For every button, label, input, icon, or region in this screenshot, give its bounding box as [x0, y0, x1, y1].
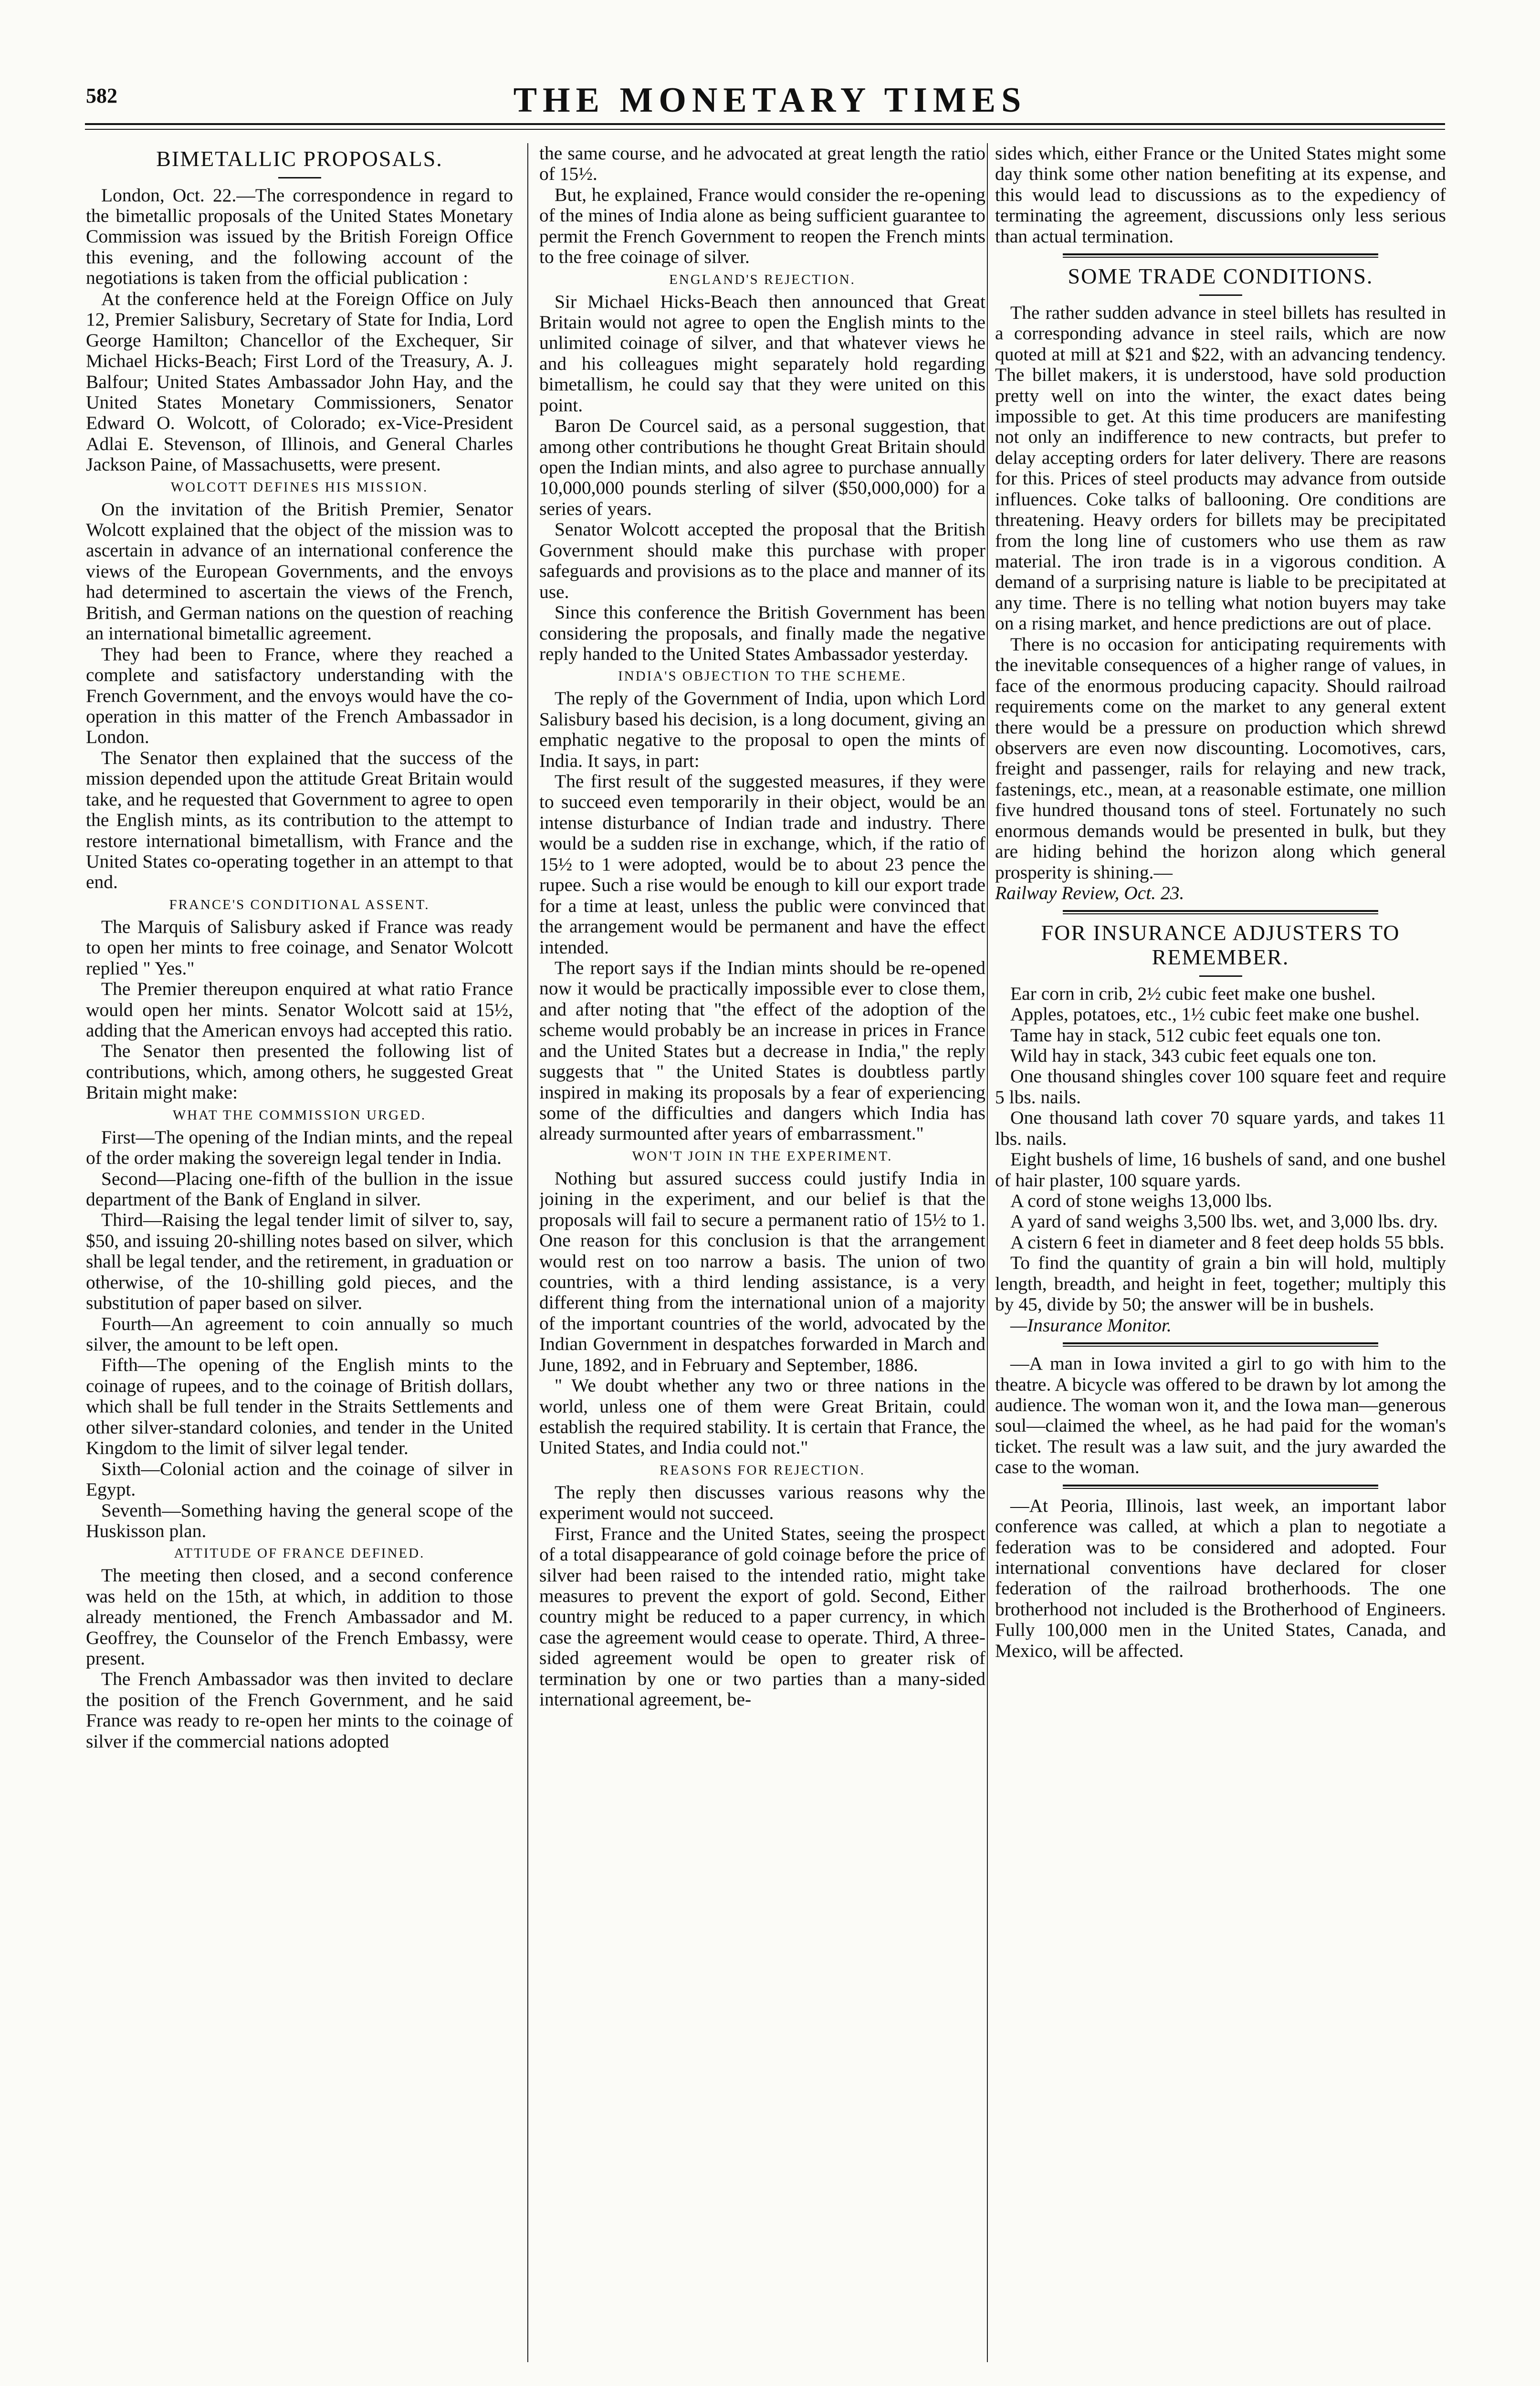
list-item: One thousand lath cover 70 square yards, and takes 11 lbs. nails.: [995, 1107, 1446, 1149]
list-item: A yard of sand weighs 3,500 lbs. wet, and 3,000 lbs. dry.: [1010, 1211, 1438, 1232]
paragraph: Since this conference the British Government has been considering the proposals, and finally made the negative reply handed to the United States Ambassador yesterday.: [539, 602, 985, 664]
paragraph: Third—Raising the legal tender limit of silver to, say, $50, and issuing 20-shilling notes based on silver, which shall be legal tender, and the retirement, in graduation or otherwise, of the 10-shilling gold pieces, and the substitution of paper based on silver.: [86, 1209, 513, 1314]
section-rule-thin: [1063, 257, 1379, 258]
paragraph: At the conference held at the Foreign Office on July 12, Premier Salisbury, Secretary of State for India, Lord George Hamilton; Chancellor of the Exchequer, Sir Michael Hicks-Beach; First Lord of the Treasury, A. J. Balfour; United States Ambassador John Hay, and the United States Monetary Commissioners, Senator Edward O. Wolcott, of Colorado; ex-Vice-President Adlai E. Stevenson, of Illinois, and General Charles Jackson Paine, of Massachusetts, were present.: [86, 288, 513, 475]
paragraph: On the invitation of the British Premier, Senator Wolcott explained that the object of the mission was to ascertain in advance of an international conference the views of the European Governments, and the envoys had determined to ascertain the views of the French, British, and German nations on the question of reaching an international bimetallic agreement.: [86, 498, 513, 644]
paragraph: The rather sudden advance in steel billets has resulted in a corresponding advance in steel rails, which are now quoted at mill at $21 and $22, with an advancing tendency. The billet makers, it is understood, have sold production pretty well on into the winter, the exact dates being impossible to get. At this time producers are manifesting not only an indifference to new contracts, but prefer to delay accepting orders for later delivery. There are reasons for this. Prices of steel products may advance from outside influences. Coke talks of ballooning. Ore conditions are threatening. Heavy orders for billets may be precipitated from the long line of customers who use them as raw material. The iron trade is in a vigorous condition. A demand of a surprising nature is liable to be precipitated at any time. There is no telling what notion buyers may take on a rising market, and hence predictions are out of place.: [995, 302, 1446, 634]
section-rule-thin: [1063, 1346, 1379, 1347]
masthead: THE MONETARY TIMES: [513, 81, 1027, 120]
section-rule-thin: [1063, 913, 1379, 914]
article-title: FOR INSURANCE ADJUSTERS TO REMEMBER.: [1041, 921, 1400, 970]
section-rule-thin: [1063, 1488, 1379, 1489]
section-rule: [1063, 253, 1379, 255]
subheading: WOLCOTT DEFINES HIS MISSION.: [170, 479, 429, 495]
paragraph: —A man in Iowa invited a girl to go with him to the theatre. A bicycle was offered to be drawn by lot among the audience. The woman won it, and the Iowa man—generous soul—claimed the wheel, as he had paid for the woman's ticket. The result was a law suit, and the jury awarded the case to the woman.: [995, 1353, 1446, 1478]
subheading: ATTITUDE OF FRANCE DEFINED.: [174, 1546, 425, 1561]
paragraph: They had been to France, where they reached a complete and satisfactory understanding with the French Government, and the envoys would have the co-operation in this matter of the French Ambassador in London.: [86, 643, 513, 748]
column-3: [995, 143, 1446, 2357]
paragraph: Senator Wolcott accepted the proposal that the British Government should make this purchase with proper safeguards and provisions as to the place and manner of its use.: [539, 519, 985, 602]
section-rule: [1063, 1342, 1379, 1344]
paragraph: First, France and the United States, seeing the prospect of a total disappearance of gold coinage before the price of silver had been raised to the intended ratio, might take measures to prevent the export of gold. Second, Either country might be reduced to a paper currency, in which case the agreement would cease to operate. Third, A three-sided agreement would be open to greater risk of termination by one or two parties than a many-sided international agreement, be-: [539, 1523, 985, 1710]
list-item: Tame hay in stack, 512 cubic feet equals one ton.: [1010, 1024, 1382, 1046]
paragraph: The Senator then presented the following list of contributions, which, among others, he suggested Great Britain might make:: [86, 1040, 513, 1103]
paragraph: The reply of the Government of India, upon which Lord Salisbury based his decision, is a long document, giving an emphatic negative to the proposal to open the mints of India. It says, in part:: [539, 688, 985, 771]
paragraph: The meeting then closed, and a second conference was held on the 15th, at which, in addition to those already mentioned, the French Ambassador and M. Geoffrey, the Counselor of the French Embassy, were present.: [86, 1565, 513, 1669]
column-divider: [527, 143, 528, 2362]
source-credit: Railway Review, Oct. 23.: [995, 882, 1184, 904]
paragraph: Sir Michael Hicks-Beach then announced that Great Britain would not agree to open the English mints to the unlimited coinage of silver, and that whatever views he and his colleagues might separately hold regarding bimetallism, he could say that they were united on this point.: [539, 291, 985, 416]
paragraph: Fifth—The opening of the English mints to the coinage of rupees, and to the coinage of British dollars, which shall be full tender in the Straits Settlements and other silver-standard colonies, and tender in the United Kingdom to the limit of silver legal tender.: [86, 1354, 513, 1459]
paragraph: Fourth—An agreement to coin annually so much silver, the amount to be left open.: [86, 1313, 513, 1355]
subheading: REASONS FOR REJECTION.: [660, 1462, 865, 1478]
list-item: Wild hay in stack, 343 cubic feet equals one ton.: [1010, 1045, 1377, 1066]
paragraph: Second—Placing one-fifth of the bullion in the issue department of the Bank of England in silver.: [86, 1168, 513, 1210]
paragraph: The Senator then explained that the success of the mission depended upon the attitude Great Britain would take, and he requested that Government to agree to open the English mints, as its contribution to the attempt to restore international bimetallism, with France and the United States co-operating together in an attempt to that end.: [86, 747, 513, 893]
subheading: ENGLAND'S REJECTION.: [669, 272, 856, 287]
article-title: BIMETALLIC PROPOSALS.: [156, 147, 443, 171]
header-rule: [85, 123, 1445, 125]
paragraph: The report says if the Indian mints should be re-opened now it would be practically impossible ever to close them, and after noting that "the effect of the adoption of the scheme would probably be an increase in prices in France and the United States but a decrease in India," the reply suggests that " the United States is doubtless partly inspired in making its proposals by a fear of experiencing some of the difficulties and dangers which India has already surmounted after years of embarrassment.": [539, 957, 985, 1144]
title-rule: [278, 177, 321, 178]
paragraph: Sixth—Colonial action and the coinage of silver in Egypt.: [86, 1458, 513, 1500]
paragraph: Baron De Courcel said, as a personal suggestion, that among other contributions he thought Great Britain should open the Indian mints, and also agree to purchase annually 10,000,000 pounds sterling of silver ($50,000,000) for a series of years.: [539, 415, 985, 519]
article-title: SOME TRADE CONDITIONS.: [1068, 264, 1373, 289]
paragraph: The Premier thereupon enquired at what ratio France would open her mints. Senator Wolcott said at 15½, adding that the American envoys had accepted this ratio.: [86, 978, 513, 1041]
paragraph: First—The opening of the Indian mints, and the repeal of the order making the sovereign legal tender in India.: [86, 1126, 513, 1169]
list-item: Eight bushels of lime, 16 bushels of sand, and one bushel of hair plaster, 100 square yards.: [995, 1149, 1446, 1191]
paragraph: sides which, either France or the United States might some day think some other nation benefiting at its expense, and this would lead to discussions as to the expediency of terminating the agreement, discussions only less serious than actual termination.: [995, 143, 1446, 247]
column-2: [539, 143, 985, 2357]
paragraph: Nothing but assured success could justify India in joining in the experiment, and our belief is that the proposals will fail to secure a permanent ratio of 15½ to 1. One reason for this conclusion is that the arrangement would rest on too narrow a basis. The union of two countries, with a third lending assistance, is a very different thing from the international union of a majority of the important countries of the world, advocated by the Indian Government in despatches forwarded in March and June, 1892, and in February and September, 1886.: [539, 1167, 985, 1375]
paragraph: The reply then discusses various reasons why the experiment would not succeed.: [539, 1481, 985, 1524]
list-item: One thousand shingles cover 100 square feet and require 5 lbs. nails.: [995, 1066, 1446, 1108]
subheading: INDIA'S OBJECTION TO THE SCHEME.: [618, 669, 907, 684]
source-credit: —Insurance Monitor.: [1010, 1314, 1172, 1336]
subheading: WHAT THE COMMISSION URGED.: [172, 1107, 427, 1123]
subheading: FRANCE'S CONDITIONAL ASSENT.: [169, 897, 430, 912]
paragraph: the same course, and he advocated at great length the ratio of 15½.: [539, 143, 985, 185]
list-item: Apples, potatoes, etc., 1½ cubic feet make one bushel.: [1010, 1004, 1420, 1025]
paragraph: London, Oct. 22.—The correspondence in regard to the bimetallic proposals of the United States Monetary Commission was issued by the British Foreign Office this evening, and the following account of the negotiations is taken from the official publication :: [86, 184, 513, 289]
list-item: To find the quantity of grain a bin will hold, multiply length, breadth, and height in feet, together; multiply this by 45, divide by 50; the answer will be in bushels.: [995, 1252, 1446, 1315]
paragraph: —At Peoria, Illinois, last week, an important labor conference was called, at which a plan to negotiate a federation was to be considered and adopted. Four international conventions have declared for closer federation of the railroad brotherhoods. The one brotherhood not included is the Brotherhood of Engineers. Fully 100,000 men in the United States, Canada, and Mexico, will be affected.: [995, 1495, 1446, 1661]
paragraph: The Marquis of Salisbury asked if France was ready to open her mints to free coinage, and Senator Wolcott replied " Yes.": [86, 916, 513, 979]
paragraph: " We doubt whether any two or three nations in the world, unless one of them were Great Britain, could establish the required stability. It is certain that France, the United States, and India could not.": [539, 1375, 985, 1458]
list-item: A cistern 6 feet in diameter and 8 feet deep holds 55 bbls.: [1010, 1231, 1445, 1253]
subheading: WON'T JOIN IN THE EXPERIMENT.: [632, 1148, 893, 1164]
page-number: 582: [86, 84, 117, 107]
list-item: A cord of stone weighs 13,000 lbs.: [1010, 1190, 1272, 1212]
paragraph: Seventh—Something having the general scope of the Huskisson plan.: [86, 1499, 513, 1541]
paragraph: The first result of the suggested measures, if they were to succeed even temporarily in their object, would be an intense disturbance of Indian trade and industry. There would be a sudden rise in exchange, which, if the ratio of 15½ to 1 were adopted, would be to about 23 pence the rupee. Such a rise would be enough to kill our export trade for a time at least, unless the public were convinced that the arrangement would be permanent and have the effect intended.: [539, 771, 985, 958]
header-rule-thin: [85, 129, 1445, 130]
title-rule: [1199, 975, 1242, 977]
list-item: Ear corn in crib, 2½ cubic feet make one bushel.: [1010, 983, 1376, 1004]
title-rule: [1199, 294, 1242, 296]
paragraph: There is no occasion for anticipating requirements with the inevitable consequences of a higher range of values, in face of the enormous producing capacity. Should railroad requirements come on the market to any general extent there would be a pressure on production which shrewd observers are even now discounting. Locomotives, cars, freight and passenger, rails for relaying and new track, fastenings, etc., mean, at a reasonable estimate, one million five hundred thousand tons of steel. Fortunately no such enormous demands would be presented in bulk, but they are hiding behind the horizon along which general prosperity is shining.—: [995, 633, 1446, 883]
paragraph: The French Ambassador was then invited to declare the position of the French Government, and he said France was ready to re-open her mints to the coinage of silver if the commercial nations adopted: [86, 1668, 513, 1752]
section-rule: [1063, 910, 1379, 912]
section-rule: [1063, 1485, 1379, 1486]
column-1: [86, 143, 513, 2357]
paragraph: But, he explained, France would consider the re-opening of the mines of India alone as being sufficient guarantee to permit the French Government to reopen the French mints to the free coinage of silver.: [539, 184, 985, 268]
column-divider: [987, 143, 988, 2362]
